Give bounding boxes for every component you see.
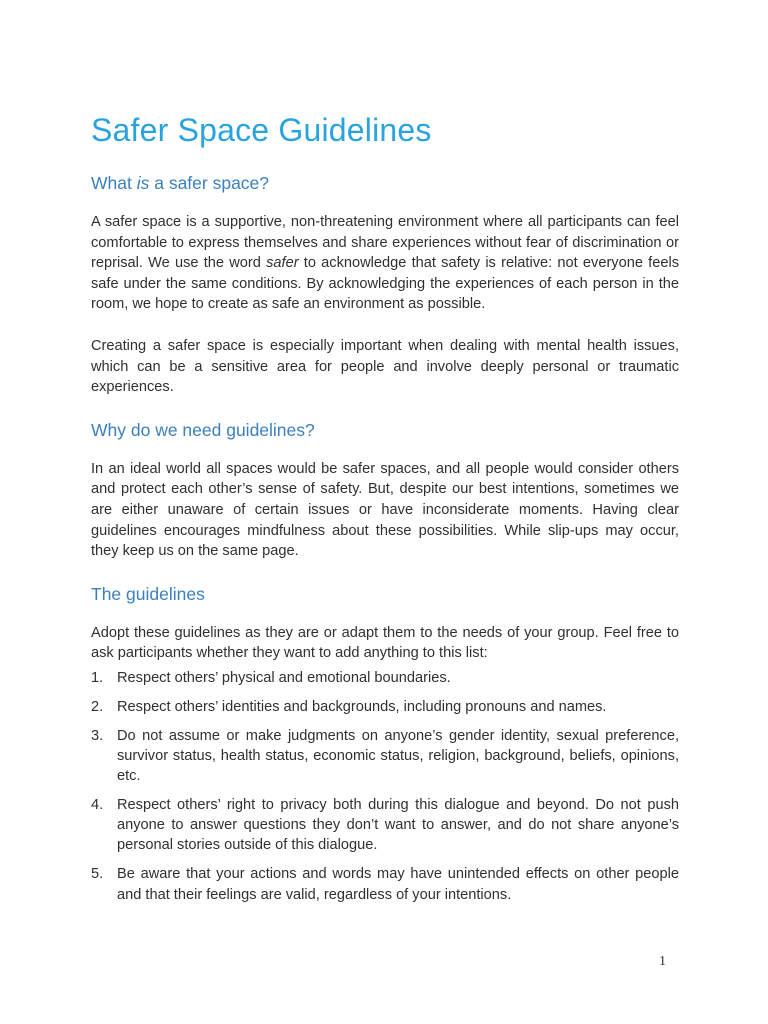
paragraph-safer-space-definition [91,212,679,315]
heading-text-pre: What [91,173,137,193]
paragraph-guidelines-intro: Adopt these guidelines as they are or adapt them to the needs of your group. Feel free to ask participants whether they want to add anything to this list: [91,624,679,662]
list-item-text: Respect others’ right to privacy both during this dialogue and beyond. Do not push anyone to answer questions they don’t want to answer, and do not share anyone’s personal stories outside of this dialogue. [117,796,679,854]
list-item [91,697,679,717]
list-item-text: Respect others’ physical and emotional boundaries. [117,669,451,686]
guidelines-list [91,668,679,905]
paragraph-mental-health: Creating a safer space is especially important when dealing with mental health issues, which can be a sensitive area for people and involve deeply personal or traumatic experiences. [91,337,679,396]
paragraph-ideal-world: In an ideal world all spaces would be safer spaces, and all people would consider others and protect each other’s sense of safety. But, despite our best intentions, sometimes we are either unaware of certain issues or have inconsiderate moments. Having clear guidelines encourages mindfulness about these possibilities. While slip-ups may occur, they keep us on the same page. [91,460,679,560]
document-page [91,108,679,913]
paragraph-text-post: to acknowledge that safety is relative: not everyone feels safe under the same conditions. By acknowledging the experiences of each person in the room, we hope to create as safe an environment as possible. [91,255,679,313]
page-number: 1 [659,954,666,969]
list-item-number: 2. [91,698,104,715]
list-item-number: 1. [91,669,104,686]
heading-text-post: a safer space? [149,173,270,193]
list-item [91,668,679,688]
list-item-number: 3. [91,727,104,744]
list-item [91,795,679,856]
paragraph-text-emphasis: safer [266,255,299,272]
section-heading-why-guidelines: Why do we need guidelines? [91,419,315,440]
list-item-text: Be aware that your actions and words may have unintended effects on other people and that their feelings are valid, regardless of your intentions. [117,866,679,903]
section-heading-the-guidelines: The guidelines [91,583,205,604]
list-item [91,864,679,905]
list-item-text: Respect others’ identities and backgrounds, including pronouns and names. [117,698,607,715]
list-item [91,726,679,787]
section-heading-what-is [91,172,679,194]
list-item-text: Do not assume or make judgments on anyone’s gender identity, sexual preference, survivor status, health status, economic status, religion, background, beliefs, opinions, etc. [117,727,679,785]
list-item-number: 4. [91,796,104,813]
list-item-number: 5. [91,866,104,883]
heading-text-emphasis: is [136,173,150,193]
paragraph-text-pre: A safer space is a supportive, non-threatening environment where all participants can feel comfortable to express themselves and share experiences without fear of discrimination or reprisal. We use the word [91,214,679,272]
document-title: Safer Space Guidelines [91,112,432,148]
